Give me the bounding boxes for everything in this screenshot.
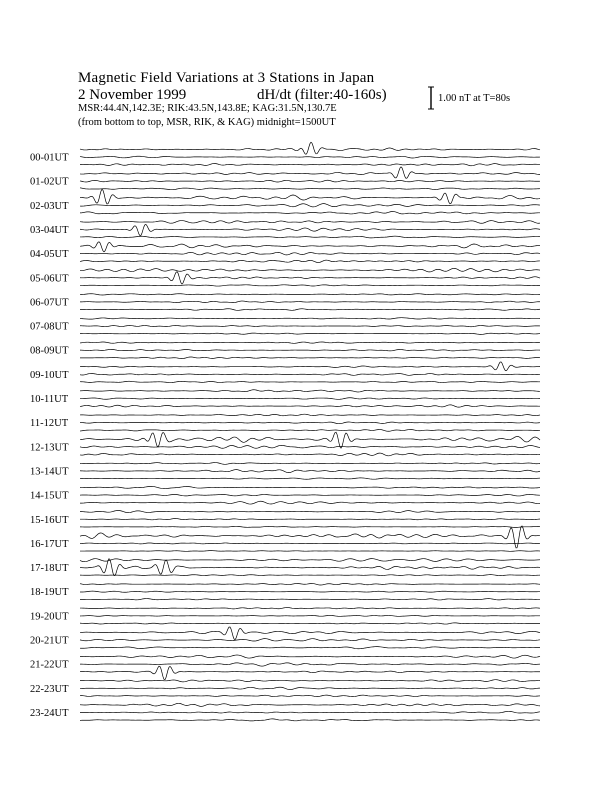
trace-kag-18-19UT	[80, 583, 540, 585]
trace-kag-09-10UT	[80, 362, 540, 371]
trace-kag-14-15UT	[80, 486, 540, 488]
trace-msr-07-08UT	[80, 333, 540, 334]
trace-rik-10-11UT	[80, 398, 540, 400]
trace-kag-02-03UT	[80, 189, 540, 204]
hour-label: 14-15UT	[30, 490, 69, 502]
trace-rik-05-06UT	[80, 272, 540, 284]
hour-label: 12-13UT	[30, 442, 69, 454]
trace-rik-20-21UT	[80, 639, 540, 641]
trace-msr-04-05UT	[80, 260, 540, 262]
hour-label: 16-17UT	[30, 538, 69, 550]
trace-kag-17-18UT	[80, 559, 540, 562]
hour-label: 20-21UT	[30, 635, 69, 647]
trace-kag-20-21UT	[80, 627, 540, 640]
hour-label: 08-09UT	[30, 345, 69, 357]
hour-label: 13-14UT	[30, 466, 69, 478]
trace-kag-06-07UT	[80, 294, 540, 295]
trace-msr-23-24UT	[80, 719, 540, 721]
trace-msr-13-14UT	[80, 478, 540, 479]
trace-kag-07-08UT	[80, 318, 540, 319]
trace-rik-13-14UT	[80, 470, 540, 473]
trace-rik-12-13UT	[80, 445, 540, 448]
trace-rik-04-05UT	[80, 252, 540, 255]
hour-label: 22-23UT	[30, 683, 69, 695]
trace-kag-01-02UT	[80, 167, 540, 178]
hour-label: 21-22UT	[30, 659, 69, 671]
trace-rik-01-02UT	[80, 180, 540, 182]
scale-label: 1.00 nT at T=80s	[438, 93, 511, 104]
trace-msr-15-16UT	[80, 526, 540, 527]
hour-label: 01-02UT	[30, 176, 69, 188]
date-label: 2 November 1999	[78, 87, 187, 103]
trace-kag-08-09UT	[80, 342, 540, 343]
trace-kag-19-20UT	[80, 608, 540, 609]
trace-rik-11-12UT	[80, 422, 540, 424]
hour-label: 04-05UT	[30, 249, 69, 261]
trace-msr-11-12UT	[80, 429, 540, 431]
trace-kag-00-01UT	[80, 142, 540, 154]
trace-kag-04-05UT	[80, 242, 540, 252]
trace-msr-02-03UT	[80, 211, 540, 213]
hour-label: 15-16UT	[30, 514, 69, 526]
trace-msr-19-20UT	[80, 623, 540, 624]
trace-kag-05-06UT	[80, 268, 540, 272]
hour-label: 00-01UT	[30, 152, 69, 164]
trace-rik-17-18UT	[80, 559, 540, 576]
trace-msr-16-17UT	[80, 551, 540, 552]
trace-rik-07-08UT	[80, 326, 540, 327]
trace-msr-08-09UT	[80, 357, 540, 359]
trace-rik-09-10UT	[80, 373, 540, 375]
trace-rik-14-15UT	[80, 494, 540, 495]
trace-kag-23-24UT	[80, 703, 540, 706]
station-coordinates: MSR:44.4N,142.3E; RIK:43.5N,143.8E; KAG:31.5N,130.7E	[78, 103, 337, 114]
trace-msr-05-06UT	[80, 285, 540, 286]
hour-label: 02-03UT	[30, 200, 69, 212]
hour-label: 07-08UT	[30, 321, 69, 333]
trace-rik-15-16UT	[80, 518, 540, 519]
trace-msr-22-23UT	[80, 695, 540, 697]
trace-rik-23-24UT	[80, 711, 540, 713]
hour-label: 18-19UT	[30, 587, 69, 599]
trace-rik-03-04UT	[80, 224, 540, 235]
trace-kag-16-17UT	[80, 526, 540, 548]
trace-rik-21-22UT	[80, 663, 540, 666]
trace-kag-22-23UT	[80, 680, 540, 682]
trace-rik-16-17UT	[80, 543, 540, 544]
hour-label: 10-11UT	[30, 394, 69, 405]
trace-rik-06-07UT	[80, 301, 540, 303]
trace-rik-02-03UT	[80, 204, 540, 207]
trace-msr-06-07UT	[80, 309, 540, 311]
hour-label: 11-12UT	[30, 418, 69, 430]
trace-kag-21-22UT	[80, 655, 540, 658]
trace-msr-18-19UT	[80, 599, 540, 600]
trace-msr-17-18UT	[80, 575, 540, 576]
trace-rik-00-01UT	[80, 156, 540, 158]
trace-msr-20-21UT	[80, 647, 540, 649]
hour-label: 03-04UT	[30, 224, 69, 236]
trace-msr-14-15UT	[80, 501, 540, 504]
trace-msr-12-13UT	[80, 453, 540, 456]
trace-msr-21-22UT	[80, 666, 540, 679]
hour-label: 05-06UT	[30, 273, 69, 285]
hour-label: 23-24UT	[30, 707, 69, 719]
trace-msr-10-11UT	[80, 405, 540, 407]
trace-kag-11-12UT	[80, 414, 540, 416]
page-title: Magnetic Field Variations at 3 Stations in Japan	[78, 70, 375, 86]
trace-msr-09-10UT	[80, 381, 540, 382]
trace-kag-13-14UT	[80, 463, 540, 465]
hour-label: 19-20UT	[30, 611, 69, 623]
hour-label: 09-10UT	[30, 369, 69, 381]
trace-msr-01-02UT	[80, 188, 540, 190]
trace-kag-15-16UT	[80, 510, 540, 512]
trace-rik-08-09UT	[80, 349, 540, 351]
trace-rik-19-20UT	[80, 615, 540, 616]
trace-kag-03-04UT	[80, 221, 540, 224]
trace-msr-03-04UT	[80, 236, 540, 238]
hour-label: 06-07UT	[30, 297, 69, 309]
station-order-note: (from bottom to top, MSR, RIK, & KAG) midnight=1500UT	[78, 117, 336, 128]
trace-msr-00-01UT	[80, 163, 540, 165]
trace-kag-12-13UT	[80, 432, 540, 448]
trace-rik-18-19UT	[80, 591, 540, 592]
trace-rik-22-23UT	[80, 687, 540, 689]
hour-label: 17-18UT	[30, 563, 69, 575]
quantity-label: dH/dt (filter:40-160s)	[257, 87, 387, 103]
trace-kag-10-11UT	[80, 390, 540, 392]
